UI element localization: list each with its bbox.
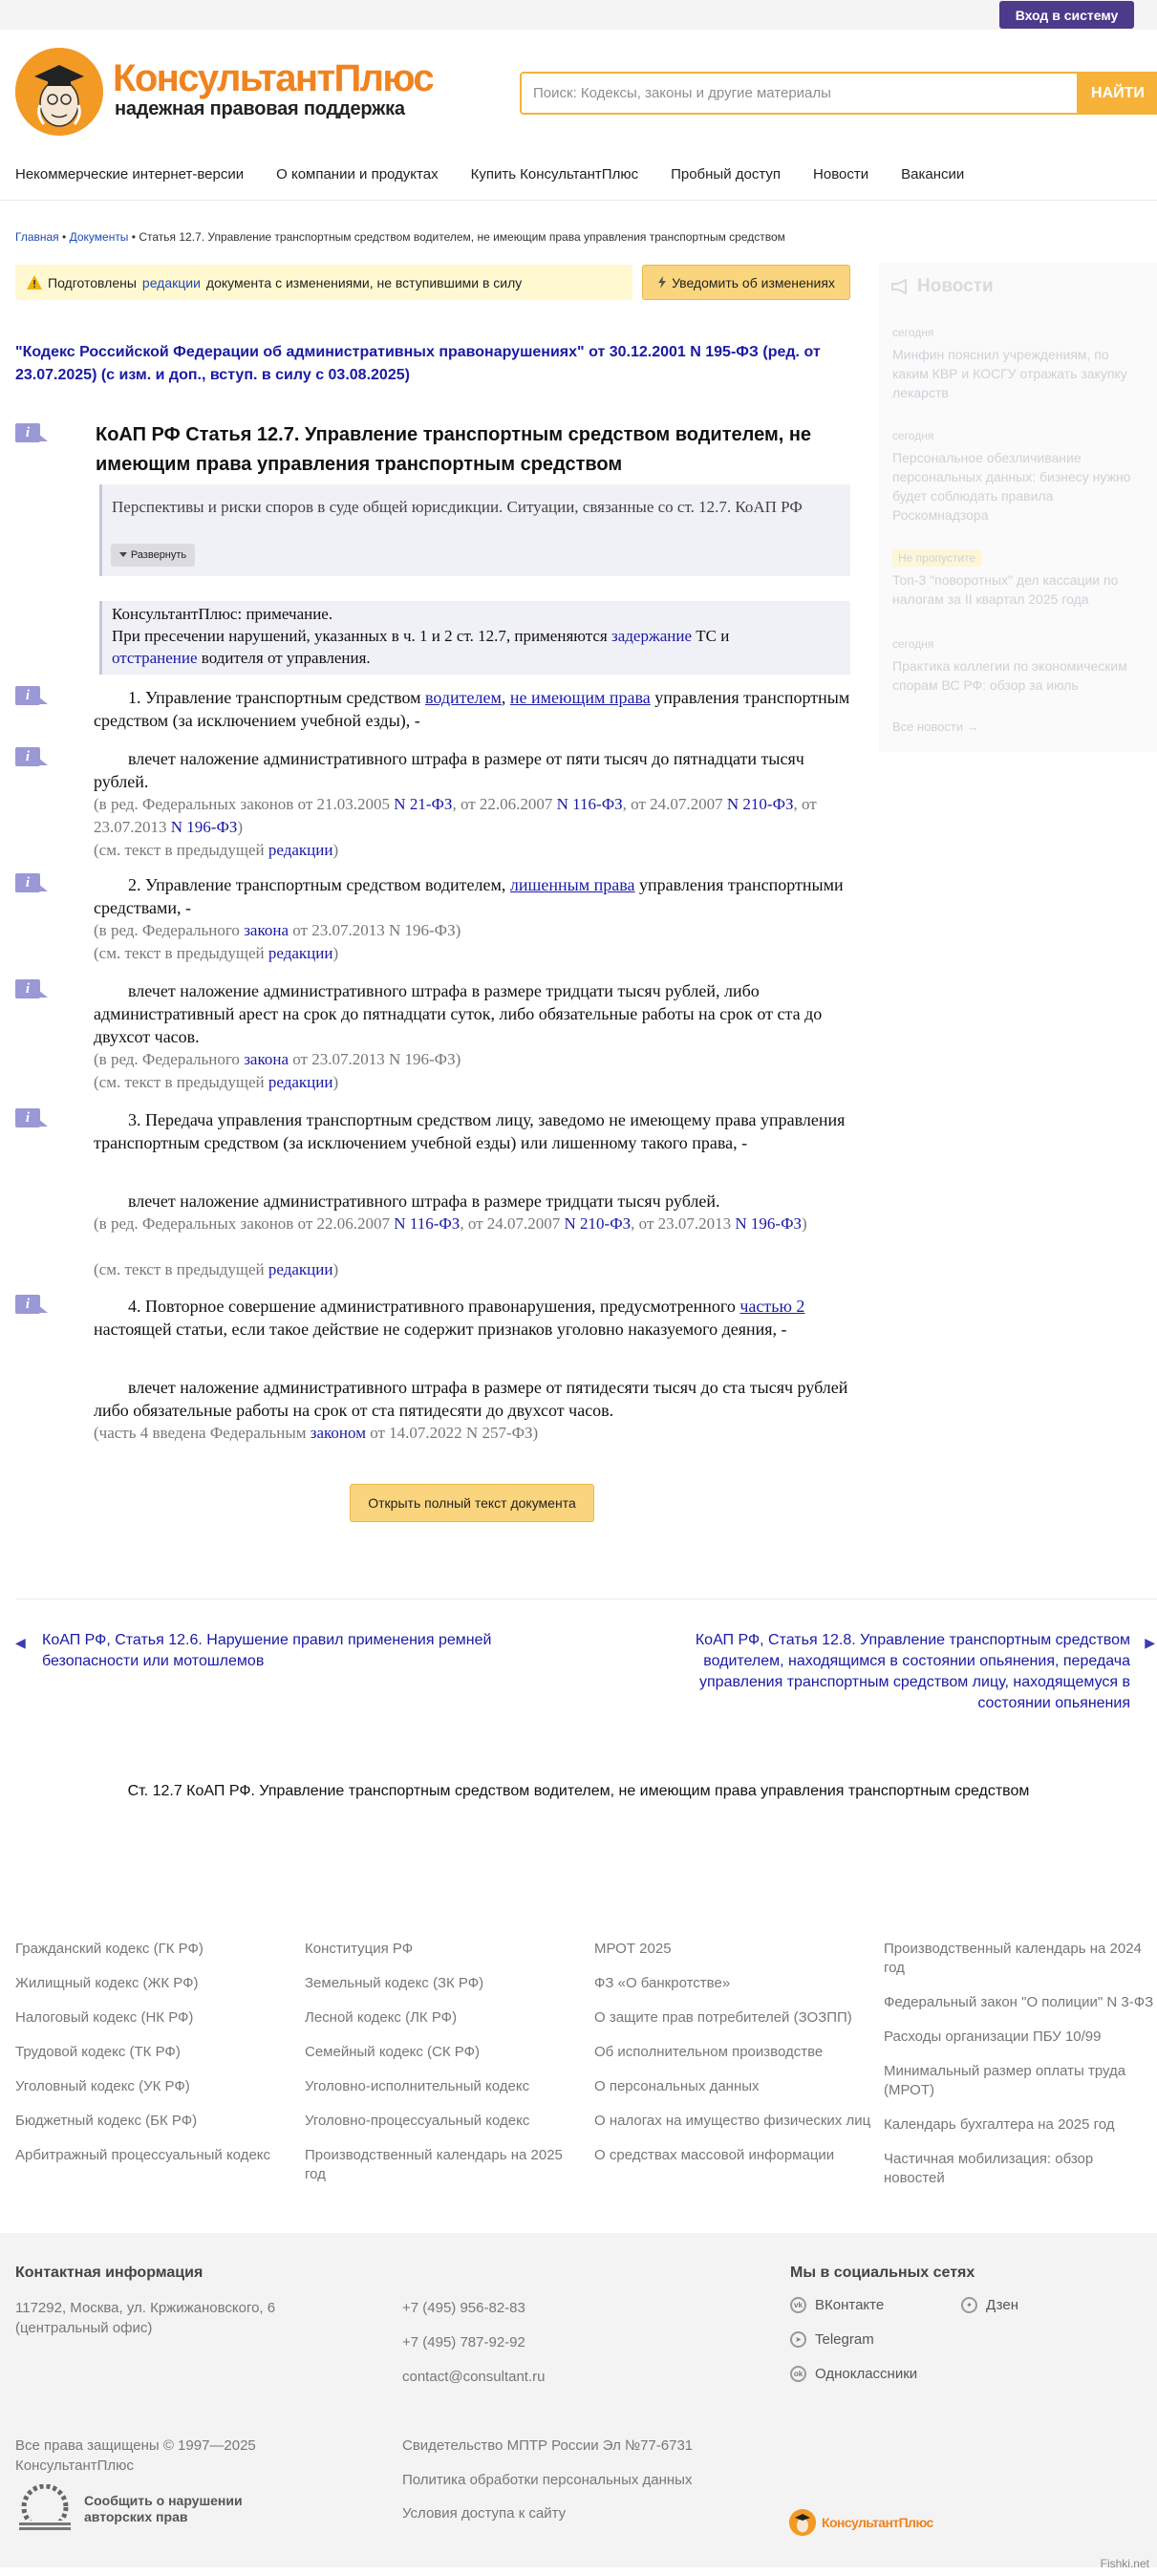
expand-button[interactable] — [111, 544, 195, 567]
news-sidebar — [879, 263, 1157, 752]
nav-item-jobs[interactable]: Вакансии — [901, 166, 965, 182]
privacy-policy-link[interactable]: Политика обработки персональных данных — [402, 2472, 693, 2488]
deprived-license-link[interactable]: лишенным права — [509, 875, 635, 894]
perspectives-text: Перспективы и риски споров в суде общей юрисдикции. Ситуации, связанные со ст. 12.7. КоАП РФ — [112, 498, 803, 516]
social-ok-label: Одноклассники — [815, 2366, 918, 2382]
breadcrumb-sep: • — [62, 230, 67, 244]
edition-text: от 23.07.2013 N 196-ФЗ) — [292, 1050, 461, 1068]
nav-item-company[interactable]: О компании и продуктах — [276, 166, 439, 182]
news-item[interactable] — [892, 429, 1146, 525]
part-text: 1. Управление транспортным средством — [128, 688, 421, 707]
footer-link[interactable]: МРОТ 2025 — [594, 1941, 672, 1957]
report-violation-link[interactable] — [15, 2484, 246, 2534]
breadcrumb-home[interactable]: Главная — [15, 230, 59, 244]
part-text: настоящей статьи, если такое действие не содержит признаков уголовно наказуемого деяния, - — [94, 1320, 787, 1339]
footer-link[interactable]: Семейный кодекс (СК РФ) — [305, 2044, 481, 2060]
part-text: 2. Управление транспортным средством водителем, — [128, 875, 506, 894]
notice-editions-link[interactable]: редакции — [141, 274, 201, 290]
contact-phone-1[interactable]: +7 (495) 956-82-83 — [402, 2300, 525, 2316]
law-link[interactable]: закона — [244, 921, 289, 939]
main-nav — [15, 166, 964, 182]
contact-address: 117292, Москва, ул. Кржижановского, 6 (центральный офис) — [15, 2300, 276, 2336]
edition-text: от 14.07.2022 N 257-ФЗ) — [370, 1424, 539, 1442]
edition-text: , от 24.07.2007 — [622, 795, 723, 813]
info-icon[interactable]: i — [15, 873, 44, 894]
news-date: сегодня — [892, 326, 934, 339]
search-button[interactable]: НАЙТИ — [1079, 72, 1157, 115]
notice-prefix: Подготовлены — [48, 274, 137, 290]
footer-link[interactable]: Производственный календарь на 2025 год — [305, 2147, 563, 2182]
footer-link[interactable]: О защите прав потребителей (ЗОЗПП) — [594, 2009, 852, 2026]
footer-link[interactable]: Арбитражный процессуальный кодекс — [15, 2147, 271, 2163]
sanction-4: влечет наложение административного штрафа в размере от пятидесяти тысяч до ста тысяч рублей либо обязательные работы на срок от ста пятидесяти до двухсот часов. — [94, 1378, 848, 1420]
edition-text: (см. текст в предыдущей — [94, 944, 265, 962]
document-title-link[interactable]: "Кодекс Российской Федерации об административных правонарушениях" от 30.12.2001 N 195-ФЗ (ред. от 23.07.2025) (с изм. и доп., вступ. в силу с 03.08.2025) — [15, 344, 821, 383]
news-heading-label: Новости — [917, 276, 994, 296]
law-link[interactable]: N 210-ФЗ — [564, 1214, 632, 1233]
law-link[interactable]: законом — [310, 1424, 366, 1442]
sanction-2: влечет наложение административного штрафа в размере тридцати тысяч рублей, либо административный арест на срок до пятнадцати суток, либо обязательные работы на срок от ста до двухсот часов. — [94, 981, 823, 1046]
driver-link[interactable]: водителем — [425, 688, 502, 707]
edition-text: , от 23.07.2013 — [631, 1214, 732, 1233]
all-news-label: Все новости — [892, 719, 964, 734]
prev-edition-link[interactable]: редакции — [268, 944, 333, 962]
edition-text: ) — [237, 818, 244, 836]
breadcrumb-docs[interactable]: Документы — [69, 230, 129, 244]
chevron-down-icon — [119, 552, 127, 558]
footer-link[interactable]: О средствах массовой информации — [594, 2147, 835, 2163]
sanction-1: влечет наложение административного штрафа в размере от пяти тысяч до пятнадцати тысяч рублей. — [94, 749, 804, 791]
footer-link[interactable]: Об исполнительном производстве — [594, 2044, 824, 2060]
news-item[interactable] — [892, 549, 1146, 609]
footer-col-4 — [884, 1940, 1157, 2203]
footer-link[interactable]: Уголовно-исполнительный кодекс — [305, 2078, 530, 2094]
notice-suffix: документа с изменениями, не вступившими в силу — [205, 274, 523, 290]
nav-item-news[interactable]: Новости — [813, 166, 869, 182]
article-part-3: 3. Передача управления транспортным средством лицу, заведомо не имеющему права управления транспортным средством (за исключением учебной езды) или лишенному такого права, - — [94, 1110, 846, 1152]
part-text: 4. Повторное совершение административного правонарушения, предусмотренного — [128, 1297, 736, 1316]
footer-link[interactable]: Расходы организации ПБУ 10/99 — [884, 2029, 1102, 2045]
news-date: сегодня — [892, 637, 934, 651]
consultant-note — [99, 601, 850, 675]
edition-text: ) — [332, 1260, 339, 1278]
news-badge: Не пропустите — [892, 549, 981, 567]
dzen-icon: ✦ — [961, 2297, 977, 2313]
news-item[interactable] — [892, 637, 1146, 695]
ok-icon: ok — [790, 2366, 806, 2382]
footer-logo-text: КонсультантПлюс — [822, 2515, 933, 2530]
footer-link[interactable]: Трудовой кодекс (ТК РФ) — [15, 2044, 181, 2060]
breadcrumb-sep: • — [131, 230, 136, 244]
report-violation-label: Сообщить о нарушении авторских прав — [84, 2493, 243, 2524]
news-item[interactable] — [892, 326, 1146, 402]
part-text: , — [501, 688, 506, 707]
nav-item-buy[interactable]: Купить КонсультантПлюс — [470, 166, 639, 182]
search-input[interactable] — [520, 72, 1079, 115]
copyright-org-logo-icon — [15, 2484, 75, 2534]
footer-col-1 — [15, 1940, 292, 2180]
footer-link[interactable]: Федеральный закон "О полиции" N 3-ФЗ — [884, 1994, 1154, 2010]
news-text: Минфин пояснил учреждениям, по каким КВР и КОСГУ отражать закупку лекарств — [892, 347, 1127, 400]
warning-icon — [27, 275, 42, 290]
note-text: ТС и — [696, 627, 730, 645]
changes-notice — [15, 265, 632, 300]
law-link[interactable]: N 210-ФЗ — [726, 795, 794, 813]
copyright: Все права защищены © 1997—2025 КонсультантПлюс — [15, 2437, 256, 2474]
article-part-1 — [94, 686, 853, 732]
open-full-text-button[interactable]: Открыть полный текст документа — [350, 1484, 594, 1522]
footer-link[interactable]: Лесной кодекс (ЛК РФ) — [305, 2009, 458, 2026]
social-telegram-label: Telegram — [815, 2331, 874, 2348]
top-bar — [0, 0, 1157, 30]
prev-edition-link[interactable]: редакции — [268, 1073, 333, 1091]
footer-link[interactable]: Производственный календарь на 2024 год — [884, 1941, 1142, 1976]
edition-note-2b — [94, 1048, 853, 1071]
info-icon[interactable]: i — [15, 686, 44, 707]
news-date: сегодня — [892, 429, 934, 442]
page-caption: Ст. 12.7 КоАП РФ. Управление транспортным средством водителем, не имеющим права управления транспортным средством — [127, 1783, 1030, 1799]
perspectives-box — [99, 484, 850, 576]
edition-note-2 — [94, 919, 853, 942]
article-part-4 — [94, 1295, 853, 1341]
edition-text: (в ред. Федеральных законов от 22.06.2007 — [94, 1214, 391, 1233]
footer-link[interactable]: Уголовно-процессуальный кодекс — [305, 2113, 530, 2129]
login-button[interactable]: Вход в систему — [999, 1, 1134, 29]
arrow-left-icon: ◀ — [15, 1635, 26, 1650]
social-telegram[interactable] — [790, 2331, 874, 2348]
prev-edition-note — [94, 839, 853, 862]
info-icon[interactable]: i — [15, 1295, 44, 1316]
edition-text: ) — [332, 841, 339, 859]
footer-link[interactable]: О персональных данных — [594, 2078, 760, 2094]
info-icon[interactable]: i — [15, 423, 44, 444]
footer-link[interactable]: Гражданский кодекс (ГК РФ) — [15, 1941, 204, 1957]
edition-text: (часть 4 введена Федеральным — [94, 1424, 307, 1442]
edition-note-3 — [94, 1213, 853, 1235]
news-text: Практика коллегии по экономическим спорам ВС РФ: обзор за июль — [892, 658, 1127, 693]
footer-link[interactable]: Календарь бухгалтера на 2025 год — [884, 2116, 1115, 2133]
footer-link[interactable]: Частичная мобилизация: обзор новостей — [884, 2151, 1094, 2186]
note-text: водителя от управления. — [201, 649, 371, 667]
footer-link[interactable]: Жилищный кодекс (ЖК РФ) — [15, 1975, 199, 1991]
edition-text: , от 24.07.2007 — [460, 1214, 561, 1233]
edition-text: ) — [802, 1214, 807, 1233]
edition-text: (см. текст в предыдущей — [94, 841, 265, 859]
law-link[interactable]: N 116-ФЗ — [394, 1214, 461, 1233]
footer-logo[interactable] — [789, 2509, 933, 2536]
watermark: Fishki.net — [1100, 2557, 1149, 2570]
social-ok[interactable] — [790, 2366, 917, 2382]
footer-logo-mascot-icon — [789, 2509, 816, 2536]
footer-link[interactable]: Минимальный размер оплаты труда (МРОТ) — [884, 2063, 1126, 2098]
arrow-right-icon: ▶ — [1145, 1635, 1155, 1650]
social-dzen-label: Дзен — [986, 2297, 1018, 2313]
social-vk-label: ВКонтакте — [815, 2297, 885, 2313]
news-text: Персональное обезличивание персональных данных: бизнесу нужно будет соблюдать правила Роскомнадзора — [892, 450, 1131, 523]
nav-item-noncommercial[interactable]: Некоммерческие интернет-версии — [15, 166, 245, 182]
social-heading: Мы в социальных сетях — [790, 2265, 975, 2281]
social-vk[interactable] — [790, 2297, 884, 2313]
sanction-3: влечет наложение административного штрафа в размере тридцати тысяч рублей. — [128, 1191, 720, 1211]
prev-edition-note — [94, 1258, 853, 1281]
edition-text: , от 23.07.2013 — [94, 795, 817, 836]
footer-link[interactable]: О налогах на имущество физических лиц — [594, 2113, 871, 2129]
edition-text: , от 22.06.2007 — [452, 795, 553, 813]
law-link[interactable]: N 196-ФЗ — [170, 818, 238, 836]
footer-link[interactable]: Конституция РФ — [305, 1941, 414, 1957]
part-text: управления транспортными средствами, - — [94, 875, 844, 917]
footer-link[interactable]: Уголовный кодекс (УК РФ) — [15, 2078, 190, 2094]
footer-link[interactable]: ФЗ «О банкротстве» — [594, 1975, 731, 1991]
notify-changes-button[interactable] — [642, 265, 850, 300]
edition-text: (см. текст в предыдущей — [94, 1073, 265, 1091]
license-cert: Свидетельство МПТР России Эл №77-6731 — [402, 2437, 694, 2454]
footer-col-3 — [594, 1940, 871, 2180]
law-link[interactable]: закона — [244, 1050, 289, 1068]
part-2-link[interactable]: частью 2 — [739, 1297, 805, 1316]
prev-edition-note — [94, 942, 853, 965]
prev-article-label: КоАП РФ, Статья 12.6. Нарушение правил применения ремней безопасности или мотошлемов — [42, 1632, 492, 1669]
note-detention-link[interactable]: задержание — [611, 627, 692, 645]
social-dzen[interactable] — [961, 2297, 1018, 2313]
prev-edition-link[interactable]: редакции — [268, 1260, 333, 1278]
info-icon[interactable]: i — [15, 747, 44, 768]
prev-article-link[interactable] — [15, 1630, 531, 1672]
info-icon[interactable]: i — [15, 1108, 44, 1129]
contact-heading: Контактная информация — [15, 2265, 204, 2281]
edition-text: (в ред. Федерального — [94, 921, 240, 939]
contact-email[interactable]: contact@consultant.ru — [402, 2369, 546, 2385]
prev-edition-link[interactable]: редакции — [268, 841, 333, 859]
prev-edition-note — [94, 1071, 853, 1094]
vk-icon: vk — [790, 2297, 806, 2313]
info-icon[interactable]: i — [15, 979, 44, 1000]
law-link[interactable]: N 196-ФЗ — [735, 1214, 803, 1233]
note-removal-link[interactable]: отстранение — [112, 649, 198, 667]
no-license-link[interactable]: не имеющим права — [509, 688, 651, 707]
lightning-icon — [657, 276, 667, 289]
news-text: Топ-3 "поворотных" дел кассации по налогам за II квартал 2025 года — [892, 572, 1119, 607]
footer-col-2 — [305, 1940, 582, 2200]
terms-link[interactable]: Условия доступа к сайту — [402, 2505, 567, 2522]
law-link[interactable]: N 116-ФЗ — [556, 795, 623, 813]
breadcrumb — [15, 230, 785, 244]
footer-link[interactable]: Налоговый кодекс (НК РФ) — [15, 2009, 194, 2026]
logo-mascot-icon — [15, 48, 103, 136]
nav-item-trial[interactable]: Пробный доступ — [671, 166, 782, 182]
edition-text: ) — [332, 944, 339, 962]
edition-text: ) — [332, 1073, 339, 1091]
logo[interactable] — [15, 48, 434, 140]
footer-link[interactable]: Бюджетный кодекс (БК РФ) — [15, 2113, 198, 2129]
all-news-link[interactable]: Все новости → — [892, 719, 979, 734]
nav-divider — [0, 200, 1157, 201]
note-text: При пресечении нарушений, указанных в ч. 1 и 2 ст. 12.7, применяются — [112, 627, 608, 645]
note-heading: КонсультантПлюс: примечание. — [112, 605, 333, 623]
news-heading — [890, 276, 994, 297]
edition-text: (см. текст в предыдущей — [94, 1260, 265, 1278]
edition-note-1 — [94, 793, 853, 839]
telegram-icon: ➤ — [790, 2331, 806, 2348]
article-part-2 — [94, 873, 853, 919]
logo-title: КонсультантПлюс — [113, 57, 434, 99]
expand-label: Развернуть — [130, 549, 187, 561]
edition-text: (в ред. Федеральных законов от 21.03.2005 — [94, 795, 391, 813]
article-title: КоАП РФ Статья 12.7. Управление транспортным средством водителем, не имеющим права управления транспортным средством — [96, 424, 812, 475]
next-article-label: КоАП РФ, Статья 12.8. Управление транспортным средством водителем, находящимся в состоянии опьянения, передача управления транспортным средством лицу, находящемуся в состоянии опьянения — [695, 1632, 1130, 1711]
edition-text: (в ред. Федерального — [94, 1050, 240, 1068]
next-article-link[interactable] — [631, 1630, 1157, 1714]
logo-subtitle: надежная правовая поддержка — [115, 98, 405, 119]
law-link[interactable]: N 21-ФЗ — [394, 795, 453, 813]
breadcrumb-current: Статья 12.7. Управление транспортным средством водителем, не имеющим права управления транспортным средством — [139, 230, 785, 244]
contact-phone-2[interactable]: +7 (495) 787-92-92 — [402, 2334, 525, 2351]
edition-note-4 — [94, 1422, 853, 1445]
part-text: управления транспортным средством (за исключением учебной езды), - — [94, 688, 850, 730]
footer-link[interactable]: Земельный кодекс (ЗК РФ) — [305, 1975, 484, 1991]
edition-text: от 23.07.2013 N 196-ФЗ) — [292, 921, 461, 939]
notify-changes-label: Уведомить об изменениях — [672, 274, 835, 290]
megaphone-icon — [890, 279, 910, 294]
